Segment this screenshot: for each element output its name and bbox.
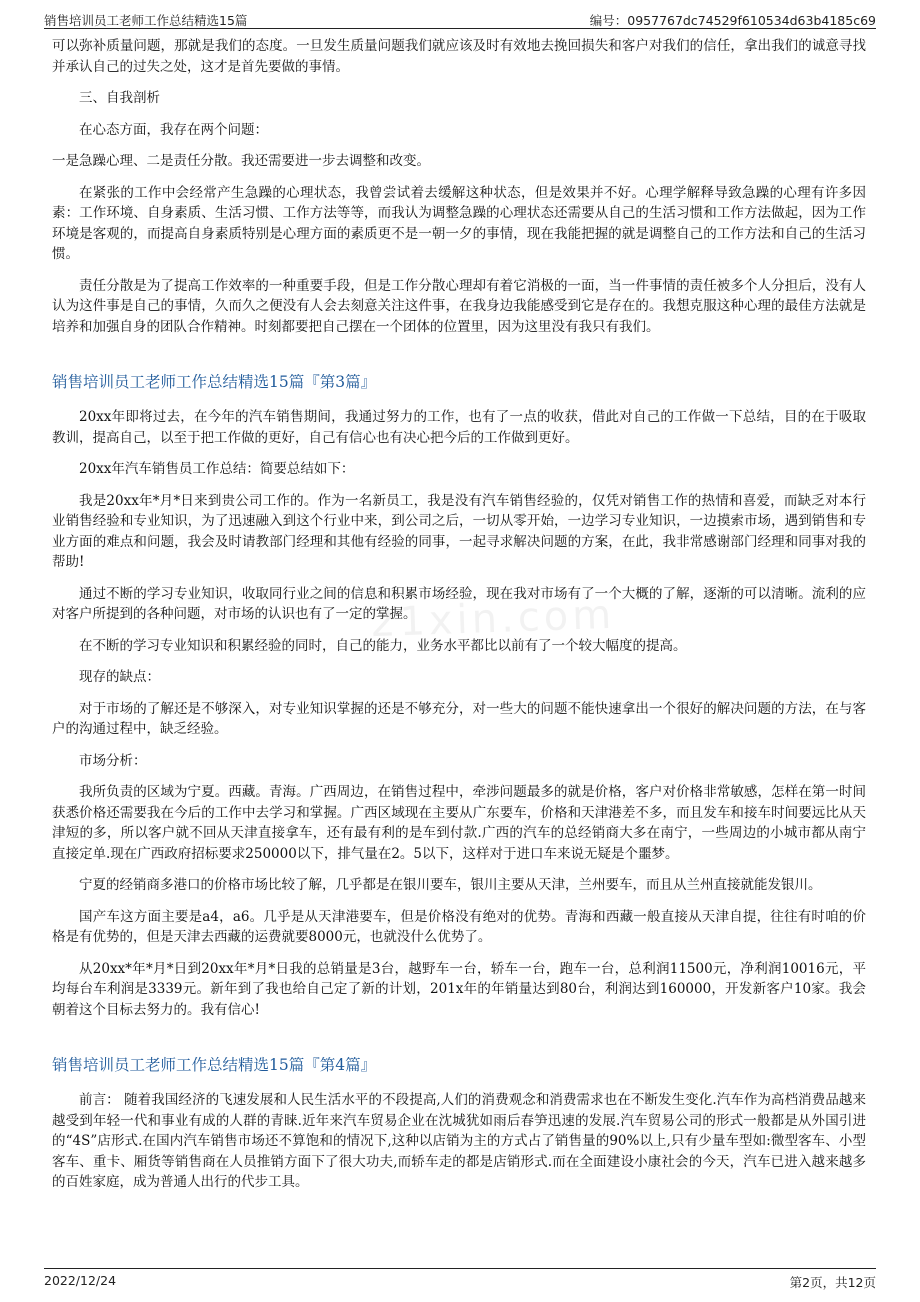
paragraph: 从20xx*年*月*日到20xx年*月*日我的总销量是3台，越野车一台，轿车一台，跑车一台，总利润11500元，净利润10016元，平均每台车利润是3339元。新年到了我也给自己定了新的计划，201x年的年销量达到80台，利润达到160000，开发新客户10家。我会朝着这个目标去努力的。我有信心! bbox=[52, 960, 866, 1018]
paragraph: 通过不断的学习专业知识，收取同行业之间的信息和积累市场经验，现在我对市场有了一个大概的了解，逐渐的可以清晰。流利的应对客户所提到的各种问题，对市场的认识也有了一定的掌握。 bbox=[52, 585, 866, 622]
paragraph: 我是20xx年*月*日来到贵公司工作的。作为一名新员工，我是没有汽车销售经验的，仅凭对销售工作的热情和喜爱，而缺乏对本行业销售经验和专业知识，为了迅速融入到这个行业中来，到公司之后，一切从零开始，一边学习专业知识，一边摸索市场，遇到销售和专业方面的难点和问题，我会及时请教部门经理和其他有经验的同事，一起寻求解决问题的方案，在此，我非常感谢部门经理和同事对我的帮助! bbox=[52, 492, 866, 570]
document-body bbox=[52, 36, 866, 1258]
paragraph: 20xx年汽车销售员工作总结：简要总结如下： bbox=[79, 461, 355, 477]
section-title-3: 销售培训员工老师工作总结精选15篇『第3篇』 bbox=[52, 373, 377, 391]
paragraph: 20xx年即将过去，在今年的汽车销售期间，我通过努力的工作，也有了一点的收获，借此对自己的工作做一下总结，目的在于吸取教训，提高自己，以至于把工作做的更好，自己有信心也有决心把今后的工作做到更好。 bbox=[52, 409, 866, 446]
document-title: 销售培训员工老师工作总结精选15篇 bbox=[44, 13, 248, 28]
paragraph: 在心态方面，我存在两个问题： bbox=[79, 121, 268, 138]
page-number: 第2页，共12页 bbox=[789, 1275, 876, 1290]
document-serial: 编号：0957767dc74529f610534d63b4185c69 bbox=[589, 13, 876, 28]
page-header bbox=[44, 8, 876, 29]
paragraph: 三、自我剖析 bbox=[79, 90, 160, 106]
section-title-4: 销售培训员工老师工作总结精选15篇『第4篇』 bbox=[52, 1056, 377, 1074]
page-footer bbox=[44, 1268, 876, 1293]
paragraph: 对于市场的了解还是不够深入，对专业知识掌握的还是不够充分，对一些大的问题不能快速拿出一个很好的解决问题的方法，在与客户的沟通过程中，缺乏经验。 bbox=[52, 700, 866, 737]
paragraph: 现存的缺点： bbox=[79, 669, 160, 685]
paragraph: 责任分散是为了提高工作效率的一种重要手段，但是工作分散心理却有着它消极的一面，当一件事情的责任被多个人分担后，没有人认为这件事是自己的事情，久而久之便没有人会去刻意关注这件事，在我身边我能感受到它是存在的。我想克服这种心理的最佳方法就是培养和加强自身的团队合作精神。时刻都要把自己摆在一个团体的位置里，因为这里没有我只有我们。 bbox=[52, 277, 866, 335]
paragraph: 可以弥补质量问题，那就是我们的态度。一旦发生质量问题我们就应该及时有效地去挽回损失和客户对我们的信任，拿出我们的诚意寻找并承认自己的过失之处，这才是首先要做的事情。 bbox=[52, 38, 866, 75]
paragraph: 国产车这方面主要是a4，a6。几乎是从天津港要车，但是价格没有绝对的优势。青海和西藏一般直接从天津自提，往往有时咱的价格是有优势的，但是天津去西藏的运费就要8000元，也就没什么优势了。 bbox=[52, 908, 866, 945]
footer-date: 2022/12/24 bbox=[44, 1273, 117, 1288]
watermark: 21xin.com bbox=[369, 591, 616, 647]
paragraph: 市场分析： bbox=[79, 752, 147, 769]
paragraph: 一是急躁心理、二是责任分散。我还需要进一步去调整和改变。 bbox=[52, 153, 430, 169]
paragraph: 我所负责的区域为宁夏。西藏。青海。广西周边，在销售过程中，牵涉问题最多的就是价格，客户对价格非常敏感，怎样在第一时间获悉价格还需要我在今后的工作中去学习和掌握。广西区域现在主要从广东要车，价格和天津港差不多，而且发车和接车时间要远比从天津短的多，所以客户就不回从天津直接拿车，还有最有利的是车到付款.广西的汽车的总经销商大多在南宁，一些周边的小城市都从南宁直接定单.现在广西政府招标要求250000以下，排气量在2。5以下，这样对于进口车来说无疑是个噩梦。 bbox=[52, 784, 866, 862]
paragraph: 在不断的学习专业知识和积累经验的同时，自己的能力，业务水平都比以前有了一个较大幅度的提高。 bbox=[79, 637, 687, 654]
paragraph: 前言： 随着我国经济的飞速发展和人民生活水平的不段提高,人们的消费观念和消费需求也在不断发生变化.汽车作为高档消费品越来越受到年轻一代和事业有成的人群的青睐.近年来汽车贸易企业在沈城犹如雨后春笋迅速的发展.汽车贸易公司的形式一般都是从外国引进的“4S”店形式.在国内汽车销售市场还不算饱和的情况下,这种以店销为主的方式占了销售量的90%以上,只有少量车型如:微型客车、小型客车、重卡、厢货等销售商在人员推销方面下了很大功夫,而轿车走的都是店销形式.而在全面建设小康社会的今天，汽车已进入越来越多的百姓家庭，成为普通人出行的代步工具。 bbox=[52, 1092, 866, 1190]
paragraph: 宁夏的经销商多港口的价格市场比较了解，几乎都是在银川要车，银川主要从天津，兰州要车，而且从兰州直接就能发银川。 bbox=[79, 877, 822, 893]
paragraph: 在紧张的工作中会经常产生急躁的心理状态，我曾尝试着去缓解这种状态，但是效果并不好。心理学解释导致急躁的心理有许多因素：工作环境、自身素质、生活习惯、工作方法等等，而我认为调整急躁的心理状态还需要从自己的生活习惯和工作方法做起，因为工作环境是客观的，而提高自身素质特别是心理方面的素质更不是一朝一夕的事情，现在我能把握的就是调整自己的工作方法和自己的生活习惯。 bbox=[52, 184, 866, 262]
